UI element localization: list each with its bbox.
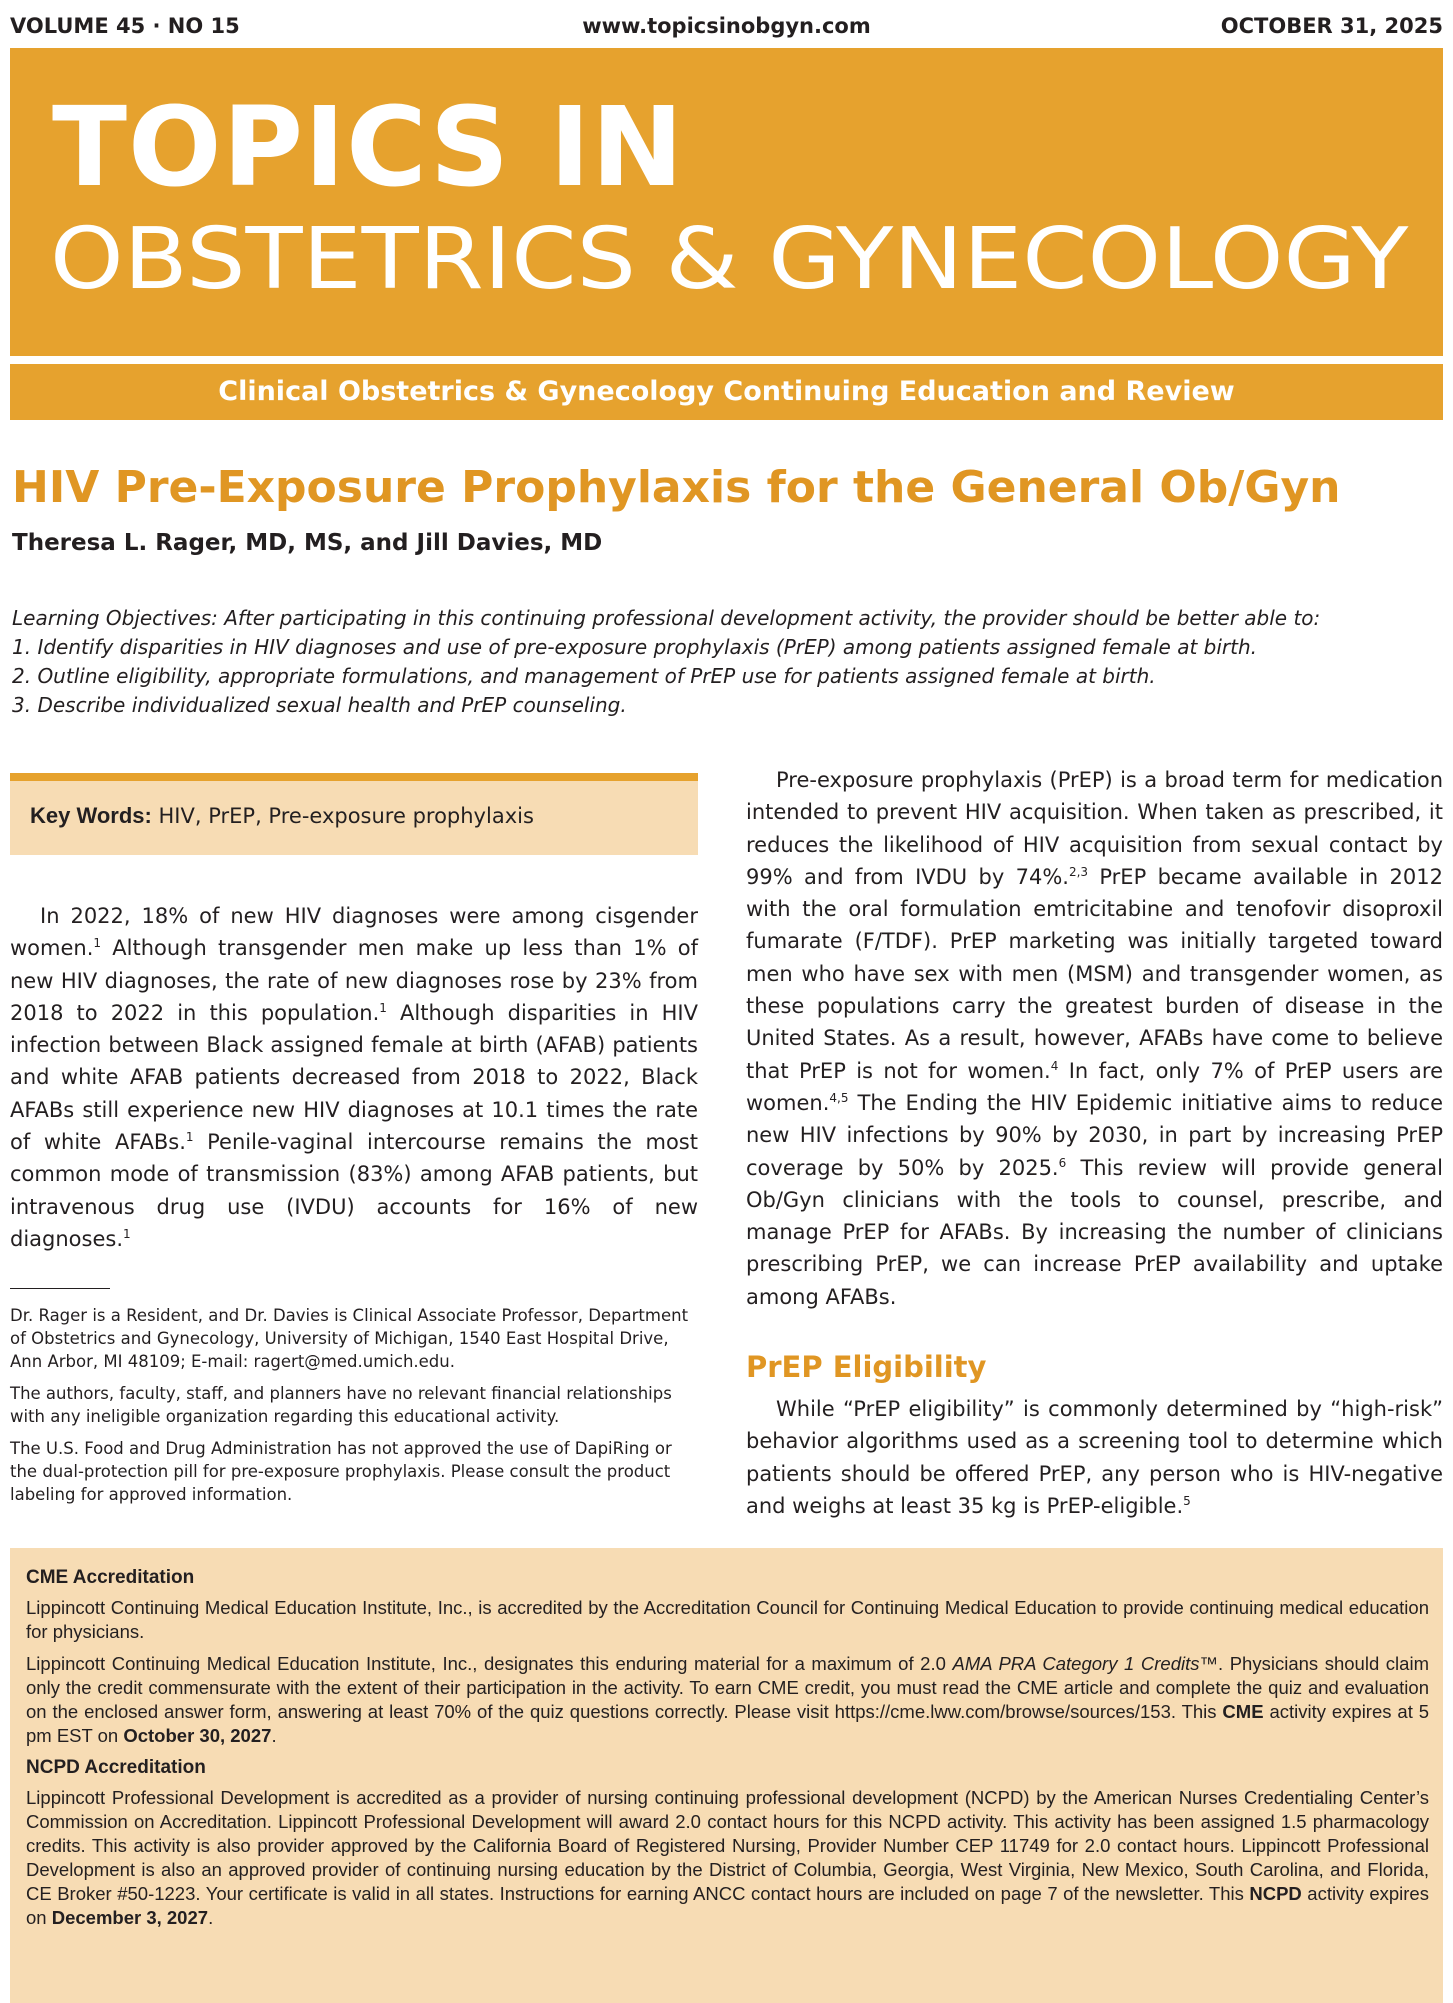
body-text: The Ending the HIV Epidemic initiative aims to reduce new HIV infections by 90% by 2030, in part by increasing PrEP coverage by 50% by 2025. [746, 1090, 1443, 1180]
eligibility-body [746, 1393, 1443, 1522]
citation-superscript: 4 [1050, 1058, 1059, 1073]
fda-note: The U.S. Food and Drug Administration has not approved the use of DapiRing or the dual-protection pill for pre-exposure prophylaxis. Please consult the product labeling for approved information. [10, 1439, 672, 1504]
left-column-body [10, 900, 698, 1255]
body-text: In fact, only 7% of PrEP users are women. [746, 1058, 1444, 1115]
masthead-title-line1: TOPICS IN [52, 83, 685, 211]
objective-item: 1. Identify disparities in HIV diagnoses and use of pre-exposure prophylaxis (PrEP) among patients assigned female at birth. [12, 635, 1258, 659]
intro-paragraph [10, 900, 698, 1255]
citation-superscript: 4,5 [829, 1090, 849, 1105]
ncpd-text: activity expires on [26, 1883, 1429, 1928]
cme-text: activity expires at 5 pm EST on [26, 1701, 1430, 1746]
key-words-box [10, 773, 698, 855]
key-words-text [30, 803, 534, 829]
citation-superscript: 1 [93, 936, 102, 951]
website-url[interactable]: www.topicsinobgyn.com [582, 14, 871, 38]
footnote-rule [10, 1288, 110, 1289]
article-authors: Theresa L. Rager, MD, MS, and Jill Davies, MD [12, 530, 603, 556]
body-text: While “PrEP eligibility” is commonly determined by “high-risk” behavior algorithms used as a screening tool to determine which patients should be offered PrEP, any person who is HIV-negative and weighs at least 35 kg is PrEP-eligible. [746, 1397, 1443, 1518]
citation-superscript: 6 [1058, 1155, 1067, 1170]
citation-superscript: 1 [379, 1000, 387, 1015]
citation-superscript: 1 [123, 1226, 131, 1241]
citation-superscript: 2,3 [1068, 864, 1089, 879]
cme-accreditation-heading: CME Accreditation [26, 1567, 195, 1588]
body-text: Although disparities in HIV infection between Black assigned female at birth (AFAB) patients and white AFAB patients decreased from 2018 to 2022, Black AFABs still experience new HIV diagnoses at 10.1 times the rate of white AFABs. [10, 1000, 698, 1155]
citation-superscript: 1 [185, 1130, 194, 1145]
prep-overview-paragraph [746, 764, 1443, 1313]
masthead [10, 48, 1443, 356]
right-column-body [746, 764, 1443, 1313]
ncpd-paragraph [26, 1786, 1429, 1930]
cme-text: . [271, 1725, 277, 1746]
article-title: HIV Pre-Exposure Prophylaxis for the General Ob/Gyn [12, 462, 1341, 513]
body-text: Pre-exposure prophylaxis (PrEP) is a broad term for medication intended to prevent HIV acquisition. When taken as prescribed, it reduces the likelihood of HIV acquisition from sexual contact by 99% and from IVDU by 74%. [746, 768, 1443, 889]
objective-item: 2. Outline eligibility, appropriate formulations, and management of PrEP use for patients assigned female at birth. [12, 664, 1156, 688]
body-text: This review will provide general Ob/Gyn clinicians with the tools to counsel, prescribe, and manage PrEP for AFABs. By increasing the number of clinicians prescribing PrEP, we can increase PrEP availability and uptake among AFABs. [746, 1155, 1443, 1309]
ncpd-text: . [208, 1907, 214, 1928]
objectives-intro: Learning Objectives: After participating in this continuing professional development activity, the provider should be better able to: [12, 606, 1321, 630]
credit-type: AMA PRA Category 1 Credits [952, 1653, 1200, 1674]
ncpd-expiry-date: December 3, 2027 [51, 1907, 209, 1928]
cme-text: Lippincott Continuing Medical Education Institute, Inc., designates this enduring material for a maximum of 2.0 [26, 1653, 953, 1674]
cme-text: ™. Physicians should claim only the credit commensurate with the extent of their participation in the activity. To earn CME credit, you must read the CME article and complete the quiz and evaluation on the enclosed answer form, answering at least 70% of the quiz questions correctly. Please visit https://cme.lww.com/browse/sources/153. This [26, 1653, 1429, 1722]
cme-paragraph-1: Lippincott Continuing Medical Education Institute, Inc., is accredited by the Accreditation Council for Continuing Medical Education to provide continuing medical education for physicians. [26, 1597, 1429, 1642]
learning-objectives [12, 604, 1442, 720]
volume-number: VOLUME 45 · NO 15 [10, 14, 240, 38]
citation-superscript: 5 [1183, 1493, 1191, 1508]
issue-date: OCTOBER 31, 2025 [1220, 14, 1443, 38]
body-text: PrEP became available in 2012 with the oral formulation emtricitabine and tenofovir disoproxil fumarate (F/TDF). PrEP marketing was initially targeted toward men who have sex with men (MSM) and transgender women, as these populations carry the greatest burden of disease in the United States. As a result, however, AFABs have come to believe that PrEP is not for women. [746, 864, 1444, 1083]
masthead-subtitle: Clinical Obstetrics & Gynecology Continuing Education and Review [10, 364, 1443, 420]
ncpd-text: Lippincott Professional Development is accredited as a provider of nursing continuing professional development (NCPD) by the American Nurses Credentialing Center’s Commission on Accreditation. Lippincott Professional Development will award 2.0 contact hours for this NCPD activity. This activity has been assigned 1.5 pharmacology credits. This activity is also provider approved by the California Board of Registered Nursing, Provider Number CEP 11749 for 2.0 contact hours. Lippincott Professional Development is also an approved provider of continuing nursing education by the District of Columbia, Georgia, West Virginia, New Mexico, South Carolina, and Florida, CE Broker #50-1223. Your certificate is valid in all states. Instructions for earning ANCC contact hours are included on page 7 of the newsletter. This [26, 1787, 1429, 1904]
key-words-label: Key Words: [30, 803, 152, 828]
footnotes [10, 1304, 700, 1515]
objective-item: 3. Describe individualized sexual health and PrEP counseling. [12, 693, 627, 717]
masthead-title-line2: OBSTETRICS & GYNECOLOGY [50, 210, 1409, 309]
body-text: In 2022, 18% of new HIV diagnoses were among cisgender women. [10, 904, 698, 961]
cme-paragraph-2 [26, 1652, 1429, 1748]
body-text: Penile-vaginal intercourse remains the most common mode of transmission (83%) among AFAB patients, but intravenous drug use (IVDU) accounts for 16% of new diagnoses. [10, 1130, 698, 1251]
ncpd-label: NCPD [1249, 1883, 1302, 1904]
key-words-list: HIV, PrEP, Pre-exposure prophylaxis [151, 804, 534, 828]
cme-expiry-date: October 30, 2027 [123, 1725, 272, 1746]
top-bar [10, 8, 1443, 44]
section-heading-prep-eligibility: PrEP Eligibility [746, 1350, 987, 1384]
accreditation-box [10, 1548, 1443, 2003]
eligibility-paragraph [746, 1393, 1443, 1522]
ncpd-accreditation-heading: NCPD Accreditation [26, 1757, 206, 1778]
author-affiliation-note: Dr. Rager is a Resident, and Dr. Davies is Clinical Associate Professor, Department of Obstetrics and Gynecology, University of Michigan, 1540 East Hospital Drive, Ann Arbor, MI 48109; E-mail: ragert@med.umich.edu. [10, 1306, 689, 1371]
body-text: Although transgender men make up less than 1% of new HIV diagnoses, the rate of new diagnoses rose by 23% from 2018 to 2022 in this population. [10, 936, 698, 1025]
disclosure-note: The authors, faculty, staff, and planners have no relevant financial relationships with any ineligible organization regarding this educational activity. [10, 1384, 672, 1426]
cme-label: CME [1222, 1701, 1264, 1722]
